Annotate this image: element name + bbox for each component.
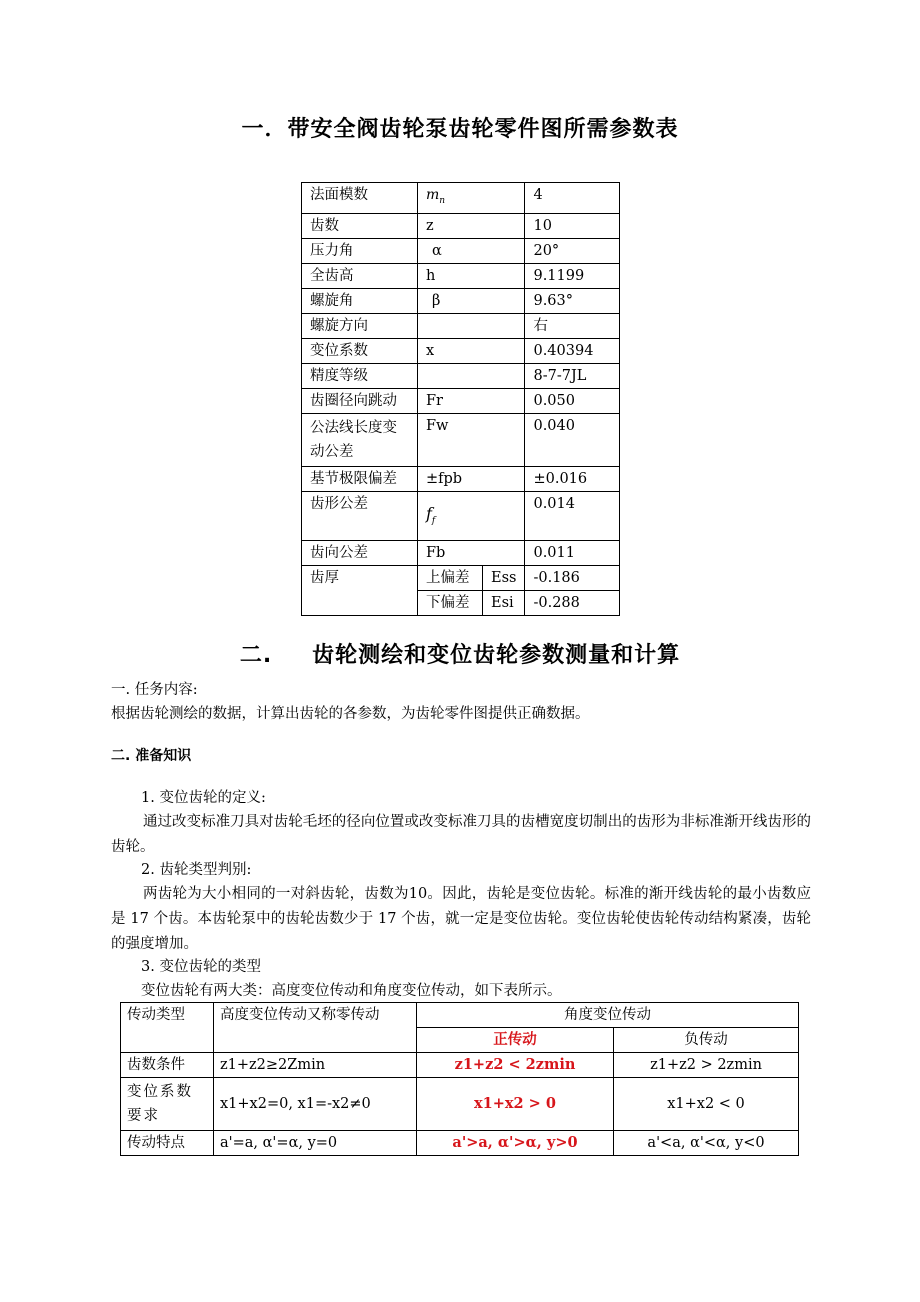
- row-label: 传动特点: [121, 1131, 214, 1156]
- param-symbol: Fr: [418, 388, 525, 413]
- param-name: 螺旋方向: [302, 313, 418, 338]
- param-value: 9.63°: [525, 288, 620, 313]
- deviation-symbol: Ess: [483, 565, 525, 590]
- param-name: 全齿高: [302, 263, 418, 288]
- table-row: [302, 491, 620, 540]
- title-parameter-table: 一．带安全阀齿轮泵齿轮零件图所需参数表: [241, 117, 679, 142]
- row-label: 变位系数要求: [121, 1078, 214, 1131]
- param-value: -0.288: [525, 590, 620, 615]
- param-name: 基节极限偏差: [302, 466, 418, 491]
- table-row: [302, 540, 620, 565]
- cell-height: x1+x2=0, x1=-x2≠0: [214, 1078, 417, 1131]
- table-row: [302, 363, 620, 388]
- gear-parameter-table: [301, 182, 620, 616]
- param-value: 8-7-7JL: [525, 363, 620, 388]
- table-row: [302, 238, 620, 263]
- param-symbol: $f_f$: [418, 491, 525, 540]
- cell-positive: z1+z2 < 2zmin: [417, 1053, 614, 1078]
- item1-text: 通过改变标准刀具对齿轮毛坯的径向位置或改变标准刀具的齿槽宽度切制出的齿形为非标准渐开线齿形的齿轮。: [111, 814, 811, 855]
- table-row: [302, 466, 620, 491]
- param-symbol: z: [418, 213, 525, 238]
- table-row: [302, 565, 620, 590]
- cell-negative: x1+x2 < 0: [614, 1078, 799, 1131]
- table-row: [302, 263, 620, 288]
- gear-types-table: [120, 1002, 799, 1156]
- cell-positive: a'>a, α'>α, y>0: [417, 1131, 614, 1156]
- param-symbol: ±fpb: [418, 466, 525, 491]
- param-symbol: [418, 363, 525, 388]
- param-symbol: α: [418, 238, 525, 263]
- deviation-label: 上偏差: [418, 565, 483, 590]
- task-heading: 一. 任务内容:: [111, 682, 198, 698]
- table-row: [121, 1053, 799, 1078]
- item2-text: 两齿轮为大小相同的一对斜齿轮，齿数为10。因此，齿轮是变位齿轮。标准的渐开线齿轮的最小齿数应是 17 个齿。本齿轮泵中的齿轮齿数少于 17 个齿，就一定是变位齿轮。变位齿轮使齿轮传动结构紧凑，齿轮的强度增加。: [111, 886, 811, 952]
- table-row: [302, 413, 620, 466]
- param-value: 0.011: [525, 540, 620, 565]
- param-symbol: Fw: [418, 413, 525, 466]
- row-label: 齿数条件: [121, 1053, 214, 1078]
- param-value: 9.1199: [525, 263, 620, 288]
- param-value: -0.186: [525, 565, 620, 590]
- param-value: 0.040: [525, 413, 620, 466]
- item1-title: 1. 变位齿轮的定义:: [141, 790, 266, 806]
- param-value: 4: [525, 183, 620, 214]
- header-height: 高度变位传动又称零传动: [214, 1003, 417, 1053]
- cell-height: z1+z2≥2Zmin: [214, 1053, 417, 1078]
- param-name: 齿形公差: [302, 491, 418, 540]
- param-symbol: Fb: [418, 540, 525, 565]
- section-number: 二.: [239, 643, 273, 668]
- param-value: 右: [525, 313, 620, 338]
- param-value: 20°: [525, 238, 620, 263]
- deviation-symbol: Esi: [483, 590, 525, 615]
- header-negative: 负传动: [614, 1028, 799, 1053]
- table-row: [302, 288, 620, 313]
- param-value: 0.050: [525, 388, 620, 413]
- table-row: [302, 388, 620, 413]
- item2-title: 2. 齿轮类型判别:: [141, 862, 252, 878]
- header-type: 传动类型: [121, 1003, 214, 1053]
- param-name: 法面模数: [302, 183, 418, 214]
- table-row: [302, 338, 620, 363]
- header-positive: 正传动: [417, 1028, 614, 1053]
- param-name: 变位系数: [302, 338, 418, 363]
- param-value: 10: [525, 213, 620, 238]
- cell-negative: a'<a, α'<α, y<0: [614, 1131, 799, 1156]
- table-row: [302, 313, 620, 338]
- task-text: 根据齿轮测绘的数据，计算出齿轮的各参数，为齿轮零件图提供正确数据。: [111, 706, 590, 722]
- table-row: [302, 183, 620, 214]
- cell-negative: z1+z2 > 2zmin: [614, 1053, 799, 1078]
- param-symbol: β: [418, 288, 525, 313]
- param-symbol: x: [418, 338, 525, 363]
- item3-title: 3. 变位齿轮的类型: [141, 959, 261, 975]
- param-symbol: $m_n$: [418, 183, 525, 214]
- param-name: 齿数: [302, 213, 418, 238]
- param-name: 精度等级: [302, 363, 418, 388]
- item3-text: 变位齿轮有两大类：高度变位传动和角度变位传动，如下表所示。: [141, 983, 562, 999]
- param-value: ±0.016: [525, 466, 620, 491]
- deviation-label: 下偏差: [418, 590, 483, 615]
- cell-height: a'=a, α'=α, y=0: [214, 1131, 417, 1156]
- param-symbol: h: [418, 263, 525, 288]
- param-value: 0.014: [525, 491, 620, 540]
- table-row: [302, 213, 620, 238]
- table-row: [121, 1131, 799, 1156]
- param-name: 齿向公差: [302, 540, 418, 565]
- param-name: 齿厚: [302, 565, 418, 615]
- param-symbol: [418, 313, 525, 338]
- param-value: 0.40394: [525, 338, 620, 363]
- section-title: 齿轮测绘和变位齿轮参数测量和计算: [312, 643, 681, 668]
- title-measurement-section: [0, 638, 920, 669]
- header-angle: 角度变位传动: [417, 1003, 799, 1028]
- prep-heading: 二. 准备知识: [111, 748, 192, 764]
- param-name: 公法线长度变动公差: [302, 413, 418, 466]
- param-name: 螺旋角: [302, 288, 418, 313]
- param-name: 齿圈径向跳动: [302, 388, 418, 413]
- table-row: [121, 1078, 799, 1131]
- cell-positive: x1+x2 > 0: [417, 1078, 614, 1131]
- param-name: 压力角: [302, 238, 418, 263]
- table-row: [121, 1003, 799, 1028]
